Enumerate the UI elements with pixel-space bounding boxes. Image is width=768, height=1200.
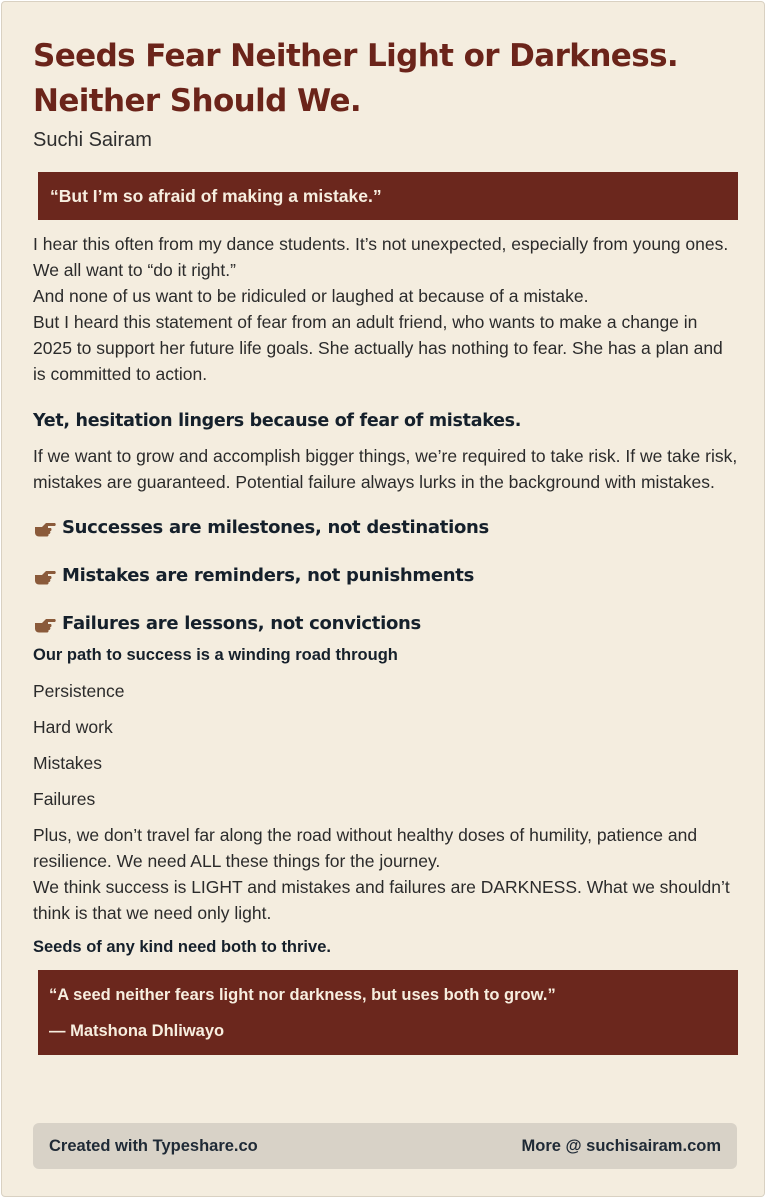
paragraph-2: But I heard this statement of fear from an adult friend, who wants to make a change in 2025 to support her future life goals. She actually has nothing to fear. She has a plan and is committed to action. — [33, 312, 723, 384]
opening-quote-box — [38, 172, 738, 220]
closing-quote-text: “A seed neither fears light nor darkness, but uses both to grow.” — [49, 986, 556, 1004]
path-item-1: Persistence — [33, 681, 125, 701]
article-card — [1, 1, 765, 1197]
title-line-2: Neither Should We. — [33, 83, 362, 119]
point-item-3 — [33, 611, 738, 637]
paragraph-1-line-2: And none of us want to be ridiculed or laughed at because of a mistake. — [33, 286, 589, 306]
paragraph-4: Plus, we don’t travel far along the road without healthy doses of humility, patience and resilience. We need ALL these things for the journey. — [33, 825, 698, 871]
title-line-1: Seeds Fear Neither Light or Darkness. — [33, 38, 679, 74]
footer-website-link[interactable]: More @ suchisairam.com — [521, 1136, 721, 1155]
point-item-1 — [33, 515, 738, 541]
closing-quote-box — [38, 970, 738, 1055]
path-item-2: Hard work — [33, 717, 113, 737]
path-item-4: Failures — [33, 789, 96, 809]
section-heading: Yet, hesitation lingers because of fear of mistakes. — [33, 411, 522, 431]
article-title — [33, 34, 738, 124]
point-text-1: Successes are milestones, not destinations — [62, 517, 489, 538]
path-lead: Our path to success is a winding road through — [33, 646, 398, 664]
paragraph-1-line-1: I hear this often from my dance students. It’s not unexpected, especially from young ones. We all want to “do it right.” — [33, 234, 729, 280]
opening-quote-text: “But I’m so afraid of making a mistake.” — [50, 186, 382, 206]
paragraph-3: If we want to grow and accomplish bigger things, we’re required to take risk. If we take risk, mistakes are guaranteed. Potential failure always lurks in the background with mistakes. — [33, 446, 738, 492]
pointing-hand-icon — [33, 517, 57, 539]
footer-bar — [33, 1123, 737, 1169]
pointing-hand-icon — [33, 613, 57, 635]
author-name: Suchi Sairam — [33, 129, 152, 151]
point-text-3: Failures are lessons, not convictions — [62, 613, 421, 634]
point-item-2 — [33, 563, 738, 589]
article-content — [33, 34, 738, 1055]
paragraph-5: We think success is LIGHT and mistakes and failures are DARKNESS. What we shouldn’t think is that we need only light. — [33, 877, 730, 923]
closing-bold: Seeds of any kind need both to thrive. — [33, 938, 331, 956]
pointing-hand-icon — [33, 565, 57, 587]
quote-attribution: — Matshona Dhliwayo — [49, 1022, 225, 1040]
footer-credit-link[interactable]: Created with Typeshare.co — [49, 1136, 258, 1155]
path-item-3: Mistakes — [33, 753, 103, 773]
point-text-2: Mistakes are reminders, not punishments — [62, 565, 474, 586]
